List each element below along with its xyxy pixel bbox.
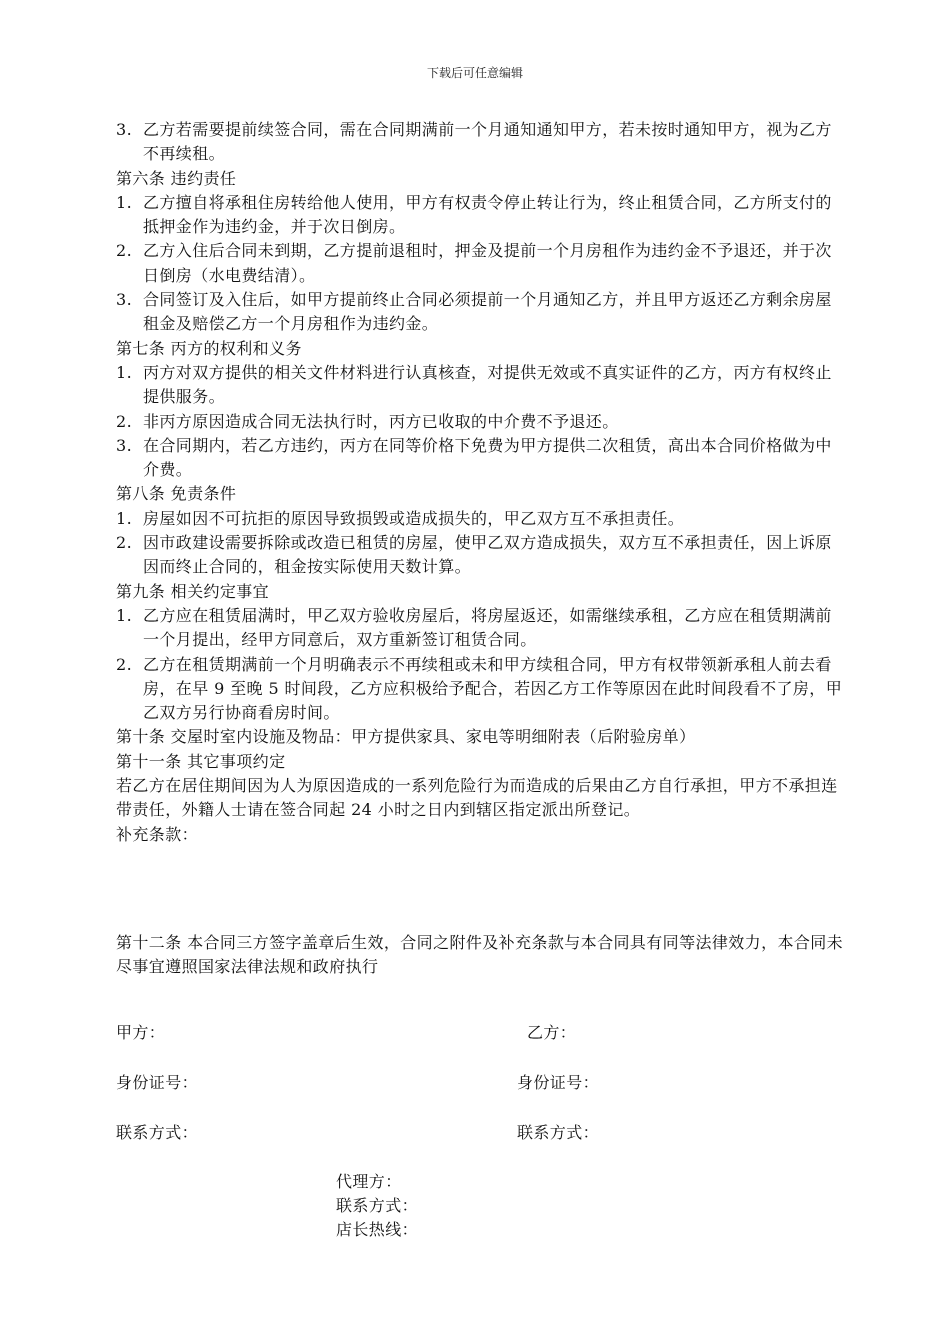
item-text: 因市政建设需要拆除或改造已租赁的房屋，使甲乙双方造成损失，双方互不承担责任，因上诉原因而终止合同的，租金按实际使用天数计算。 (143, 533, 832, 577)
item-text: 在合同期内，若乙方违约，丙方在同等价格下免费为甲方提供二次租赁，高出本合同价格做为中介费。 (143, 435, 832, 480)
agent-block (336, 1170, 418, 1242)
item-number: 2. (116, 411, 133, 431)
item-text: 乙方入住后合同未到期，乙方提前退租时，押金及提前一个月房租作为违约金不予退还，并于次日倒房（水电费结清）。 (143, 241, 832, 285)
agent-contact-label: 联系方式： (336, 1196, 419, 1215)
section-heading-11: 第十一条 其它事项约定 (116, 751, 286, 771)
item-number: 2. (116, 241, 133, 261)
section-heading-8: 第八条 免责条件 (116, 484, 237, 504)
supplement-blank-area (116, 847, 846, 931)
item-text: 丙方对双方提供的相关文件材料进行认真核查，对提供无效或不真实证件的乙方，丙方有权终止提供服务。 (143, 362, 832, 407)
clause-item (116, 410, 846, 434)
clause-item (116, 604, 846, 653)
clause-item (116, 288, 846, 337)
clause-item (116, 239, 846, 288)
section-12-text: 第十二条 本合同三方签字盖章后生效，合同之附件及补充条款与本合同具有同等法律效力，本合同未尽事宜遵照国家法律法规和政府执行 (116, 932, 844, 977)
item-number: 2. (116, 533, 133, 553)
header-watermark: 下载后可任意编辑 (426, 66, 523, 80)
item-text: 乙方若需要提前续签合同，需在合同期满前一个月通知通知甲方，若未按时通知甲方，视为乙方不再续租。 (143, 120, 832, 164)
item-number: 3. (116, 435, 133, 455)
item-number: 3. (116, 120, 133, 139)
clause-item (116, 507, 846, 531)
item-text: 乙方在租赁期满前一个月明确表示不再续租或未和甲方续租合同，甲方有权带领新承租人前去看房，在早 9 至晚 5 时间段，乙方应积极给予配合，若因乙方工作等原因在此时间段看不了房，甲乙双方另行协商看房时间。 (143, 654, 843, 723)
clause-item (116, 118, 846, 167)
section-heading-9: 第九条 相关约定事宜 (116, 581, 270, 601)
item-number: 1. (116, 605, 133, 625)
item-text: 房屋如因不可抗拒的原因导致损毁或造成损失的，甲乙双方互不承担责任。 (143, 508, 685, 528)
supplement-label: 补充条款： (116, 824, 199, 844)
item-number: 2. (116, 654, 133, 674)
section-heading-7: 第七条 丙方的权利和义务 (116, 338, 302, 358)
clause-item (116, 653, 846, 726)
party-a-contact-label: 联系方式： (116, 1123, 199, 1142)
section-heading-10: 第十条 交屋时室内设施及物品：甲方提供家具、家电等明细附表（后附验房单） (116, 727, 696, 747)
party-b-id-label: 身份证号： (517, 1073, 600, 1092)
item-text: 非丙方原因造成合同无法执行时，丙方已收取的中介费不予退还。 (143, 411, 619, 431)
party-b-contact-label: 联系方式： (517, 1123, 600, 1142)
clause-item (116, 434, 846, 483)
party-a-id-label: 身份证号： (116, 1073, 199, 1092)
hotline-label: 店长热线： (336, 1220, 419, 1239)
agent-label: 代理方： (336, 1172, 402, 1191)
item-number: 1. (116, 192, 133, 212)
item-number: 1. (116, 508, 133, 528)
section-11-text: 若乙方在居住期间因为人为原因造成的一系列危险行为而造成的后果由乙方自行承担，甲方不承担连带责任，外籍人士请在签合同起 24 小时之日内到辖区指定派出所登记。 (116, 776, 838, 820)
item-number: 3. (116, 290, 133, 310)
clause-item (116, 361, 846, 410)
clause-item (116, 531, 846, 580)
party-a-label: 甲方： (116, 1023, 166, 1042)
item-text: 合同签订及入住后，如甲方提前终止合同必须提前一个月通知乙方，并且甲方返还乙方剩余房屋租金及赔偿乙方一个月房租作为违约金。 (143, 290, 832, 334)
item-text: 乙方擅自将承租住房转给他人使用，甲方有权责令停止转让行为，终止租赁合同，乙方所支付的抵押金作为违约金，并于次日倒房。 (143, 192, 832, 237)
contract-body (116, 118, 846, 980)
item-text: 乙方应在租赁届满时，甲乙双方验收房屋后，将房屋返还，如需继续承租，乙方应在租赁期满前一个月提出，经甲方同意后，双方重新签订租赁合同。 (143, 605, 832, 650)
item-number: 1. (116, 362, 133, 382)
section-heading-6: 第六条 违约责任 (116, 168, 237, 188)
party-b-label: 乙方： (527, 1023, 577, 1042)
clause-item (116, 191, 846, 240)
